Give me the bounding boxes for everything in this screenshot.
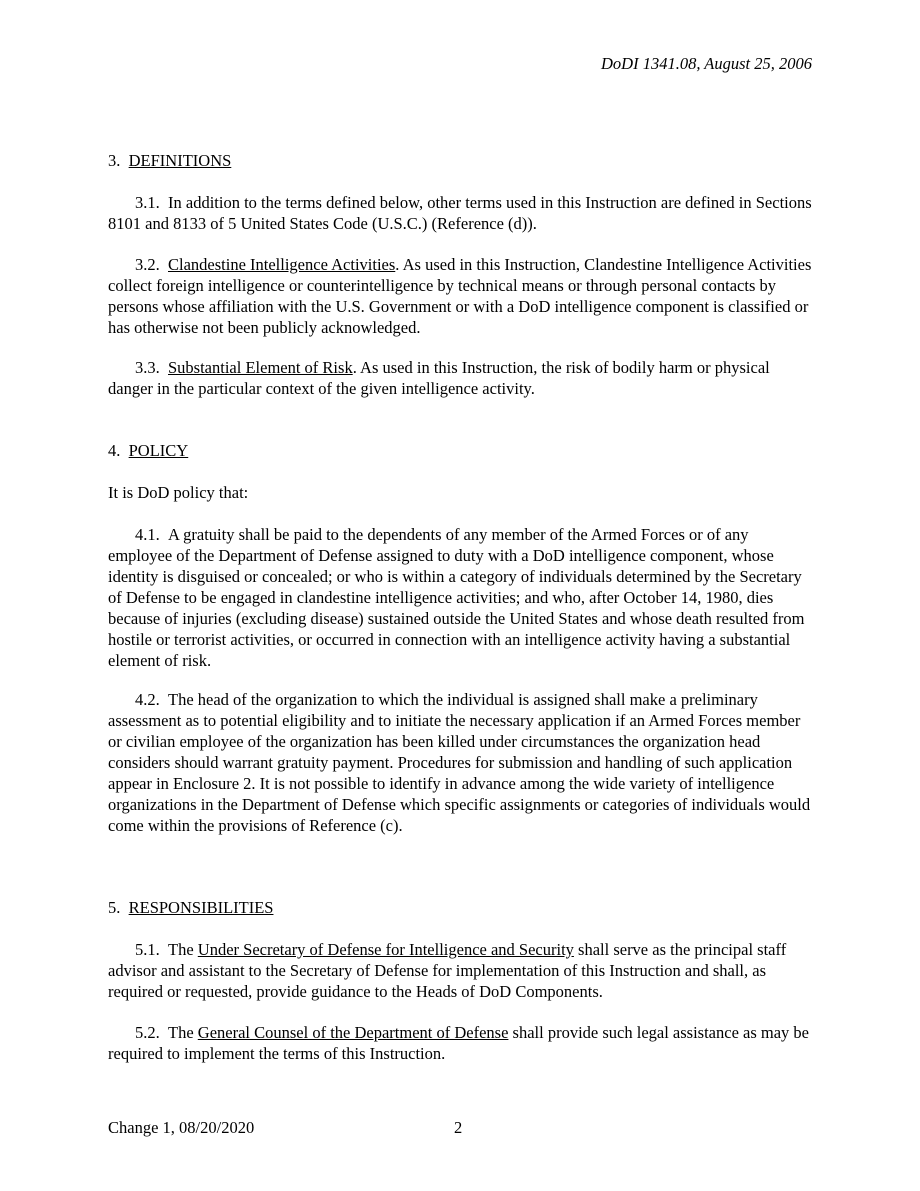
paragraph-pre: The — [168, 940, 198, 959]
paragraph-number: 5.2. — [135, 1023, 160, 1042]
paragraph-number: 3.3. — [135, 358, 160, 377]
policy-intro: It is DoD policy that: — [108, 483, 249, 502]
paragraph-text: The head of the organization to which the individual is assigned shall make a preliminary assessment as to potential eligibility and to initiate the necessary application if an Armed Forces member or civilian employee of the organization has been killed under circumstances the organization head considers should warrant gratuity payment. Procedures for submission and handling of such application appear in Enclosure 2. It is not possible to identify in advance among the wide variety of intelligence organizations in the Department of Defense which specific assignments or categories of individuals would come within the provisions of Reference (c). — [108, 690, 811, 835]
paragraph-text: shall serve as the principal staff advisor and assistant to the Secretary of Defense for implementation of this Instruction and shall, as required or requested, provide guidance to the Heads of DoD Components. — [108, 940, 787, 1001]
paragraph-text: . As used in this Instruction, Clandestine Intelligence Activities collect foreign intelligence or counterintelligence by technical means or through personal contacts by persons whose affiliation with the U.S. Government or with a DoD intelligence component is classified or has otherwise not been publicly acknowledged. — [108, 255, 812, 337]
section-5-heading — [108, 897, 814, 918]
paragraph-number: 3.1. — [135, 193, 160, 212]
paragraph-text: . As used in this Instruction, the risk of bodily harm or physical danger in the particular context of the given intelligence activity. — [108, 358, 770, 398]
paragraph-text: In addition to the terms defined below, other terms used in this Instruction are defined in Sections 8101 and 8133 of 5 United States Code (U.S.C.) (Reference (d)). — [108, 193, 812, 233]
paragraph-text: A gratuity shall be paid to the dependents of any member of the Armed Forces or of any employee of the Department of Defense assigned to duty with a DoD intelligence component, whose identity is disguised or concealed; or who is within a category of individuals determined by the Secretary of Defense to be engaged in clandestine intelligence activities; and who, after October 14, 1980, dies because of injuries (excluding disease) sustained outside the United States and whose death resulted from hostile or terrorist activities, or occurred in connection with an intelligence activity having a substantial element of risk. — [108, 525, 805, 670]
paragraph-number: 4.1. — [135, 525, 160, 544]
section-number: 4. — [108, 441, 121, 460]
paragraph-4-2 — [108, 689, 814, 836]
paragraph-4-1 — [108, 524, 814, 671]
paragraph-number: 4.2. — [135, 690, 160, 709]
office-name: Under Secretary of Defense for Intelligence and Security — [197, 940, 574, 959]
paragraph-3-3 — [108, 357, 814, 399]
paragraph-5-2 — [108, 1022, 814, 1064]
paragraph-text: shall provide such legal assistance as may be required to implement the terms of this Instruction. — [108, 1023, 809, 1063]
paragraph-5-1 — [108, 939, 814, 1002]
change-footer: Change 1, 08/20/2020 — [108, 1118, 255, 1137]
page-number: 2 — [454, 1118, 463, 1137]
section-4-heading — [108, 440, 814, 461]
section-title: POLICY — [128, 441, 189, 460]
defined-term: Clandestine Intelligence Activities — [168, 255, 396, 274]
section-number: 3. — [108, 151, 121, 170]
paragraph-pre: The — [168, 1023, 198, 1042]
section-number: 5. — [108, 898, 121, 917]
document-reference-header: DoDI 1341.08, August 25, 2006 — [601, 54, 812, 73]
paragraph-number: 5.1. — [135, 940, 160, 959]
section-title: DEFINITIONS — [128, 151, 232, 170]
section-3-heading — [108, 150, 814, 171]
office-name: General Counsel of the Department of Defense — [197, 1023, 509, 1042]
defined-term: Substantial Element of Risk — [168, 358, 353, 377]
paragraph-3-2 — [108, 254, 814, 338]
section-title: RESPONSIBILITIES — [128, 898, 274, 917]
paragraph-number: 3.2. — [135, 255, 160, 274]
paragraph-3-1 — [108, 192, 814, 234]
